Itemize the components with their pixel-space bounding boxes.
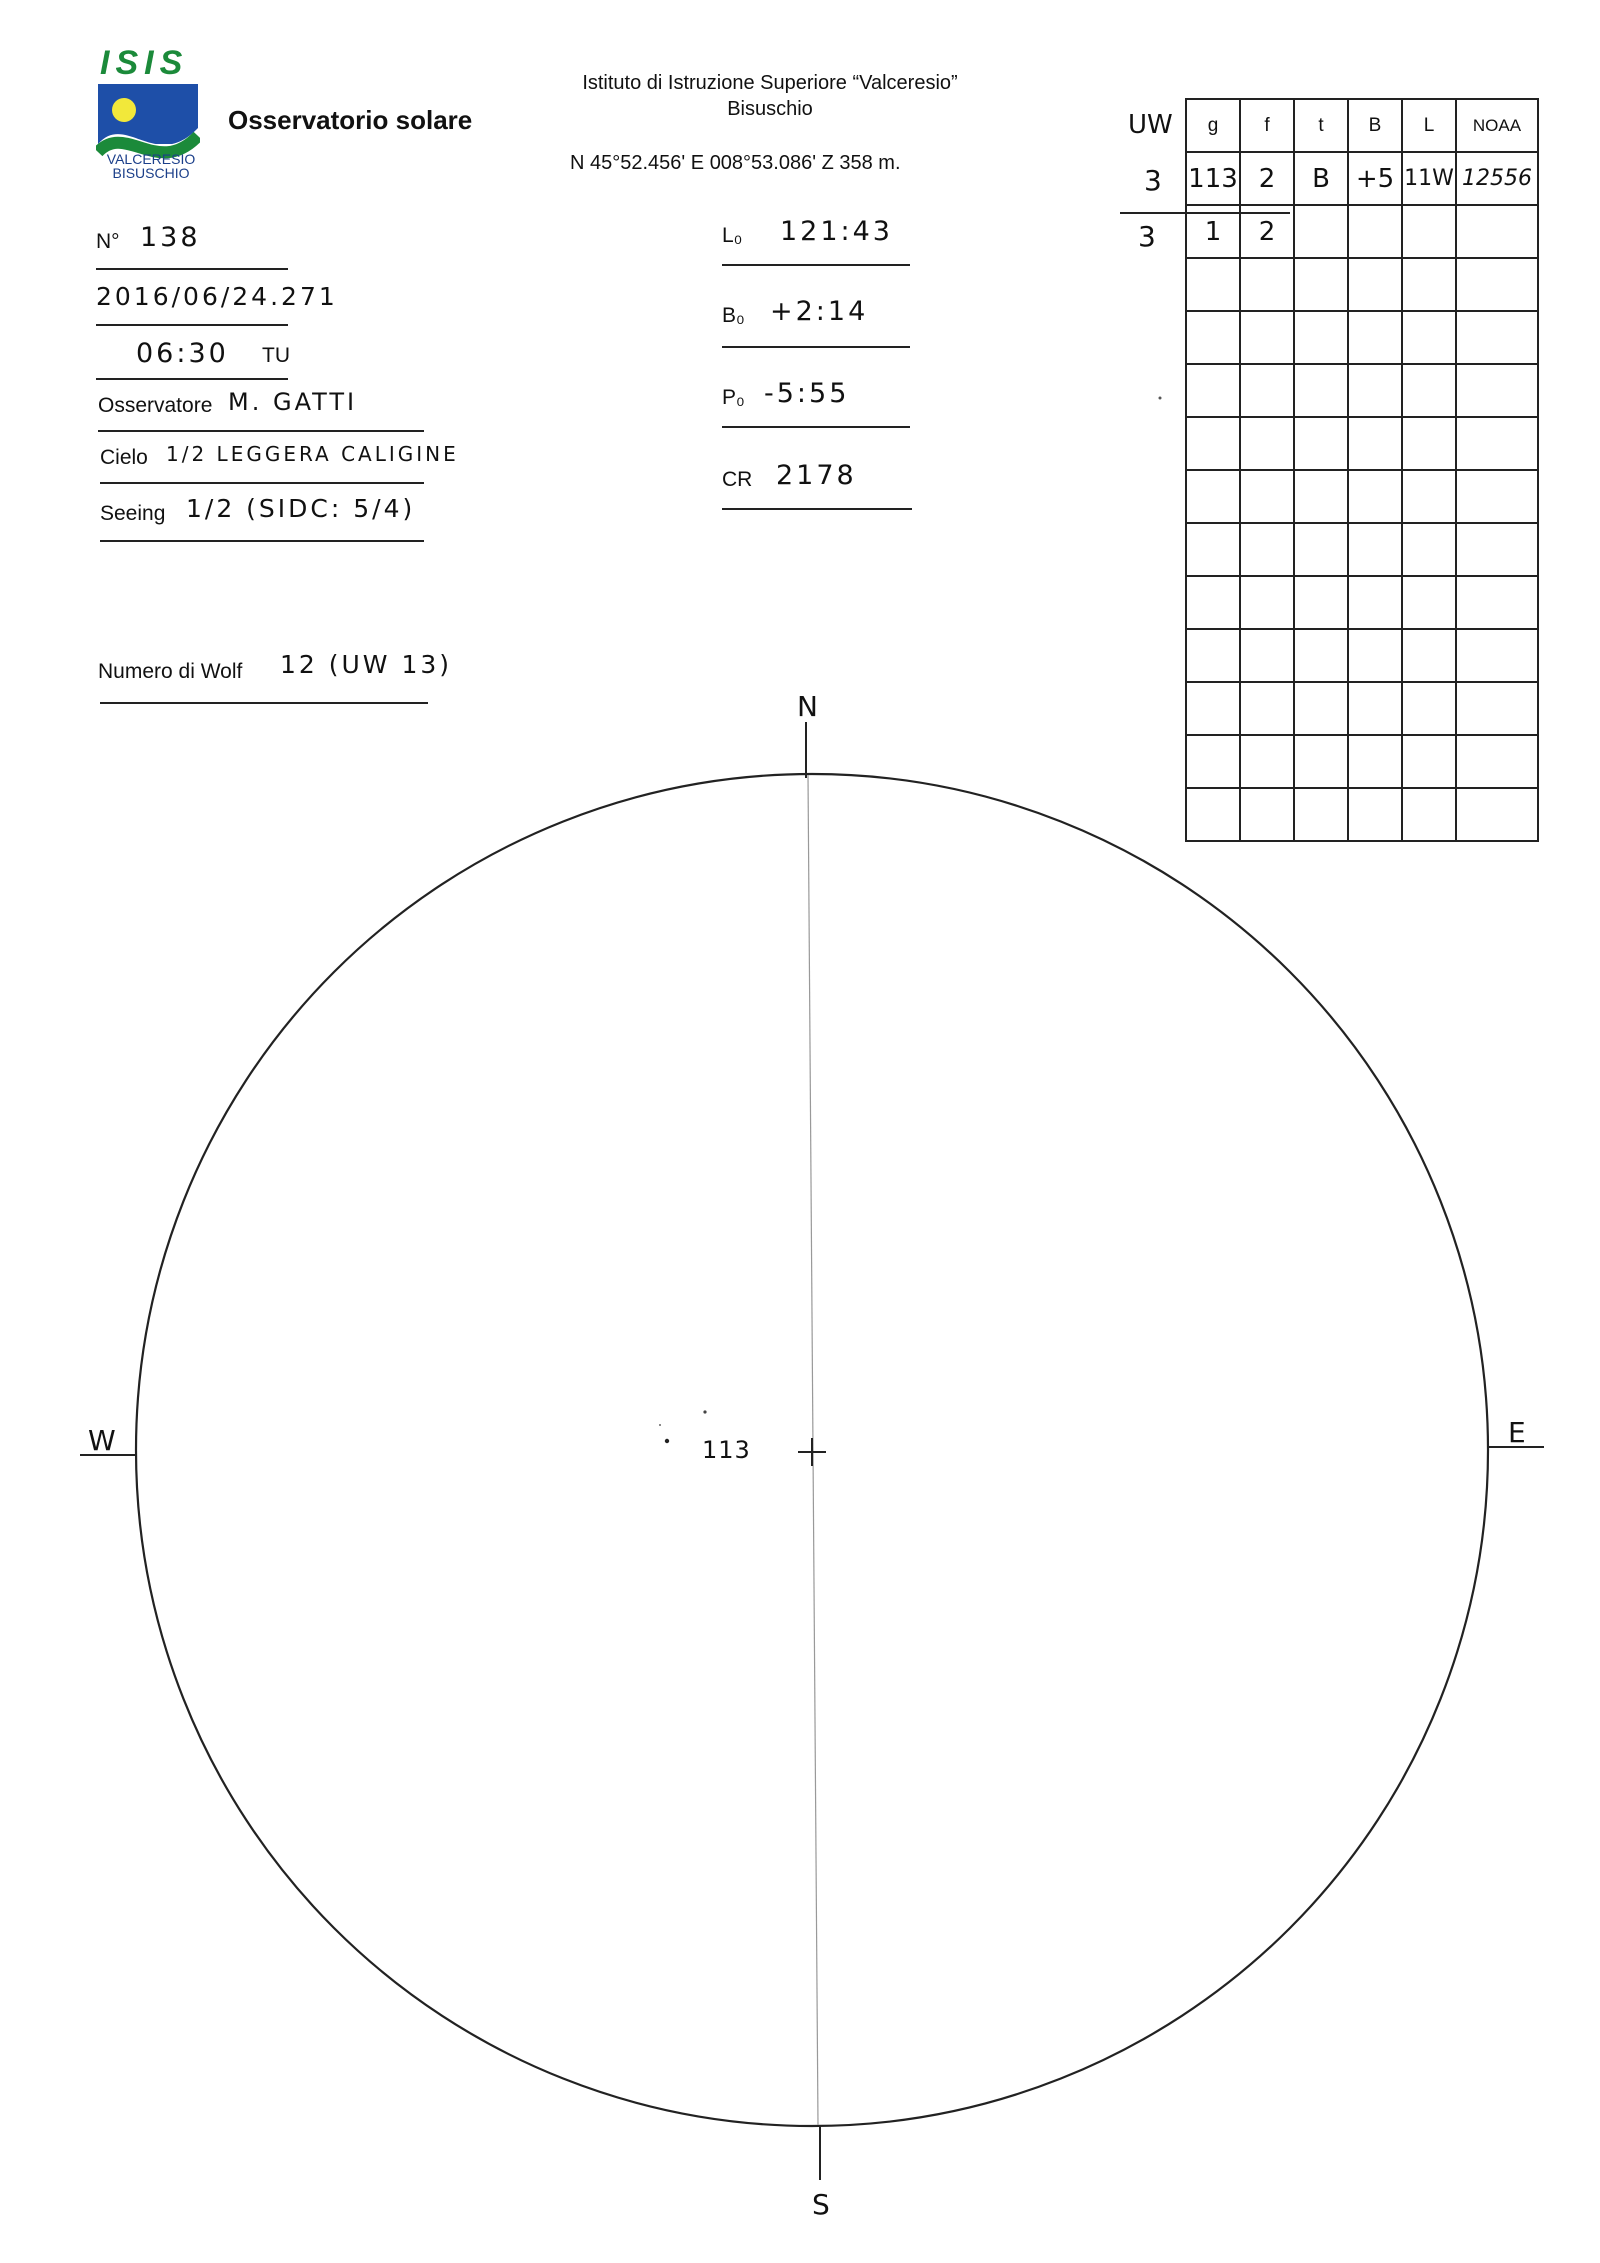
header-t: t <box>1294 99 1348 152</box>
page-title: Osservatorio solare <box>228 105 473 135</box>
north-label: N <box>797 690 818 723</box>
header-b: B <box>1348 99 1402 152</box>
number-value: 138 <box>140 222 201 253</box>
number-label: N° <box>96 230 120 253</box>
header-f: f <box>1240 99 1294 152</box>
observer-value: M. GATTI <box>228 388 358 416</box>
cr-value: 2178 <box>776 460 857 491</box>
sky-value: 1/2 LEGGERA CALIGINE <box>166 442 459 466</box>
institute-line-2: Bisuschio <box>727 98 813 120</box>
row1-g: 113 <box>1186 152 1240 205</box>
observer-label: Osservatore <box>98 394 213 417</box>
stray-mark <box>1159 397 1162 400</box>
b0-label: B₀ <box>722 304 745 327</box>
row2-f: 2 <box>1240 205 1294 258</box>
cr-label: CR <box>722 468 753 491</box>
logo-subtitle-line-1: VALCERESIO <box>106 151 196 167</box>
observatory-coordinates: N 45°52.456' E 008°53.086' Z 358 m. <box>570 152 901 174</box>
time-value: 06:30 <box>136 338 229 369</box>
logo-subtitle-line-2: BISUSCHIO <box>112 165 190 181</box>
row1-b: +5 <box>1348 152 1402 205</box>
institute-line-1: Istituto di Istruzione Superiore “Valceresio” <box>582 72 958 94</box>
time-suffix: TU <box>262 344 290 367</box>
seeing-label: Seeing <box>100 502 166 525</box>
sunspot-group-label: 113 <box>702 1436 751 1464</box>
header-g: g <box>1186 99 1240 152</box>
row1-l: 11W <box>1402 152 1456 205</box>
l0-label: L₀ <box>722 224 743 247</box>
west-label: W <box>88 1424 116 1457</box>
wolf-label: Numero di Wolf <box>98 660 243 683</box>
seeing-value: 1/2 (SIDC: 5/4) <box>186 494 416 523</box>
sunspot <box>659 1424 661 1426</box>
header-noaa: NOAA <box>1456 99 1538 152</box>
sunspot <box>703 1410 706 1413</box>
date-value: 2016/06/24.271 <box>96 282 338 311</box>
b0-value: +2:14 <box>770 296 869 327</box>
row1-f: 2 <box>1240 152 1294 205</box>
p0-label: P₀ <box>722 386 745 409</box>
row1-noaa: 12556 <box>1456 152 1538 205</box>
east-label: E <box>1508 1416 1526 1449</box>
sunspot <box>665 1439 669 1443</box>
row1-t: B <box>1294 152 1348 205</box>
uw-row2-value: 3 <box>1138 220 1159 253</box>
l0-value: 121:43 <box>780 216 893 247</box>
row2-g: 1 <box>1186 205 1240 258</box>
header-l: L <box>1402 99 1456 152</box>
wolf-value: 12 (UW 13) <box>280 650 453 679</box>
logo-text: ISIS <box>100 44 189 82</box>
p0-value: -5:55 <box>764 378 850 409</box>
sky-label: Cielo <box>100 446 148 469</box>
uw-row1-value: 3 <box>1144 164 1165 197</box>
uw-label: UW <box>1128 110 1173 140</box>
south-label: S <box>812 2188 830 2221</box>
